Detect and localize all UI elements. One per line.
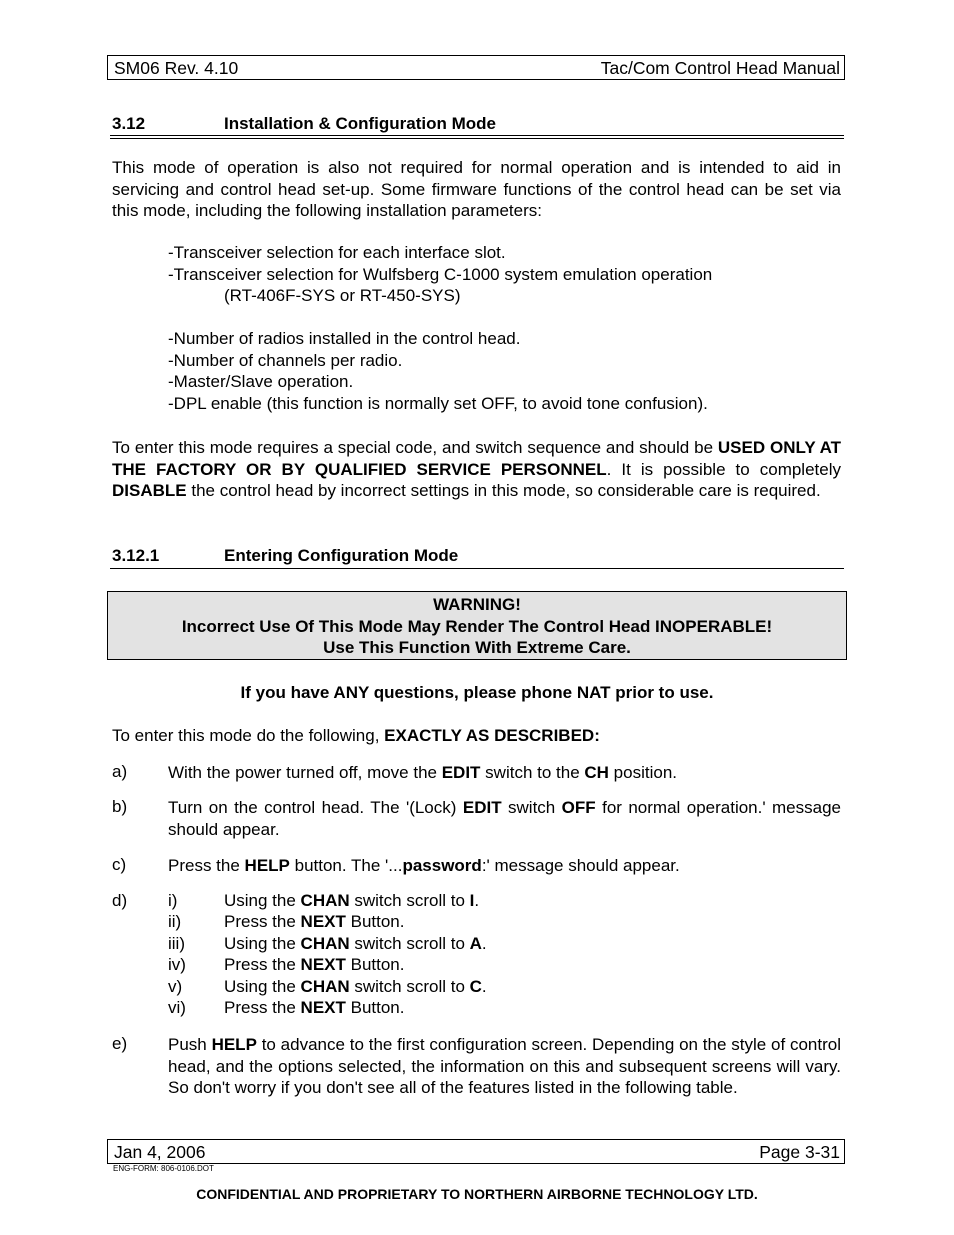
subsection-number: 3.12.1 <box>112 546 160 565</box>
page-header <box>107 55 845 80</box>
warning-line: Incorrect Use Of This Mode May Render The Control Head INOPERABLE! <box>181 616 773 636</box>
section-rule-double <box>110 138 844 139</box>
enter-instructions: To enter this mode do the following, EXACTLY AS DESCRIBED: <box>112 726 600 745</box>
step-label: d) <box>112 891 128 910</box>
subsection-rule <box>110 568 844 569</box>
manual-title: Tac/Com Control Head Manual <box>600 58 840 78</box>
caution-emphasis: USED ONLY AT THE FACTORY OR BY QUALIFIED SERVICE PERSONNEL <box>112 438 841 479</box>
substep-label: vi) <box>168 998 186 1017</box>
substep-text: Press the NEXT Button. <box>224 955 405 974</box>
param-item: -Number of channels per radio. <box>168 351 403 370</box>
section-title: Installation & Configuration Mode <box>224 114 496 133</box>
caution-paragraph: To enter this mode requires a special code, and switch sequence and should be USED ONLY AT THE FACTORY OR BY QUALIFIED SERVICE PERSONNEL. It is possible to completely DISABLE the control head by incorrect settings in this mode, so considerable care is required. <box>112 438 841 500</box>
substep-text: Using the CHAN switch scroll to I. <box>224 891 480 910</box>
confidential-notice: CONFIDENTIAL AND PROPRIETARY TO NORTHERN AIRBORNE TECHNOLOGY LTD. <box>196 1186 758 1202</box>
param-item: -Transceiver selection for Wulfsberg C-1000 system emulation operation <box>168 265 713 284</box>
substep-label: i) <box>168 891 178 910</box>
param-item: -Transceiver selection for each interface slot. <box>168 243 506 262</box>
substep-label: iii) <box>168 934 185 953</box>
subsection-title: Entering Configuration Mode <box>224 546 459 565</box>
param-item: -Master/Slave operation. <box>168 372 354 391</box>
step-a-text: With the power turned off, move the EDIT switch to the CH position. <box>168 763 677 782</box>
footer-date: Jan 4, 2006 <box>114 1142 206 1162</box>
substep-label: ii) <box>168 912 182 931</box>
param-item: -Number of radios installed in the control head. <box>168 329 521 348</box>
substep-text: Press the NEXT Button. <box>224 912 405 931</box>
step-label: e) <box>112 1034 128 1053</box>
page-number: Page 3-31 <box>759 1142 840 1162</box>
warning-box <box>107 591 847 660</box>
disable-emphasis: DISABLE <box>112 481 187 500</box>
step-label: a) <box>112 762 128 781</box>
substep-text: Using the CHAN switch scroll to C. <box>224 977 487 996</box>
step-b-text: Turn on the control head. The '(Lock) EDIT switch OFF for normal operation.' message should appear. <box>168 798 841 839</box>
step-label: b) <box>112 797 128 816</box>
substep-label: iv) <box>168 955 186 974</box>
page-footer <box>107 1139 845 1164</box>
param-item: -DPL enable (this function is normally set OFF, to avoid tone confusion). <box>168 394 708 413</box>
warning-title: WARNING! <box>433 595 521 614</box>
form-id: ENG-FORM: 806-0106.DOT <box>113 1164 214 1173</box>
section-rule <box>110 135 844 136</box>
substep-label: v) <box>168 977 183 996</box>
doc-revision: SM06 Rev. 4.10 <box>114 58 239 78</box>
questions-notice: If you have ANY questions, please phone NAT prior to use. <box>240 683 714 702</box>
substep-text: Press the NEXT Button. <box>224 998 405 1017</box>
step-c-text: Press the HELP button. The '...password:' message should appear. <box>168 856 680 875</box>
section-number: 3.12 <box>112 114 146 133</box>
step-label: c) <box>112 855 127 874</box>
step-e-text: Push HELP to advance to the first configuration screen. Depending on the style of control head, and the options selected, the information on this and subsequent screens will vary. So don't worry if you don't see all of the features listed in the following table. <box>168 1035 841 1097</box>
substep-text: Using the CHAN switch scroll to A. <box>224 934 487 953</box>
param-item-continuation: (RT-406F-SYS or RT-450-SYS) <box>224 286 461 305</box>
warning-line: Use This Function With Extreme Care. <box>323 638 631 657</box>
intro-paragraph: This mode of operation is also not required for normal operation and is intended to aid in servicing and control head set-up. Some firmware functions of the control head can be set via this mode, including the following installation parameters: <box>112 158 841 220</box>
